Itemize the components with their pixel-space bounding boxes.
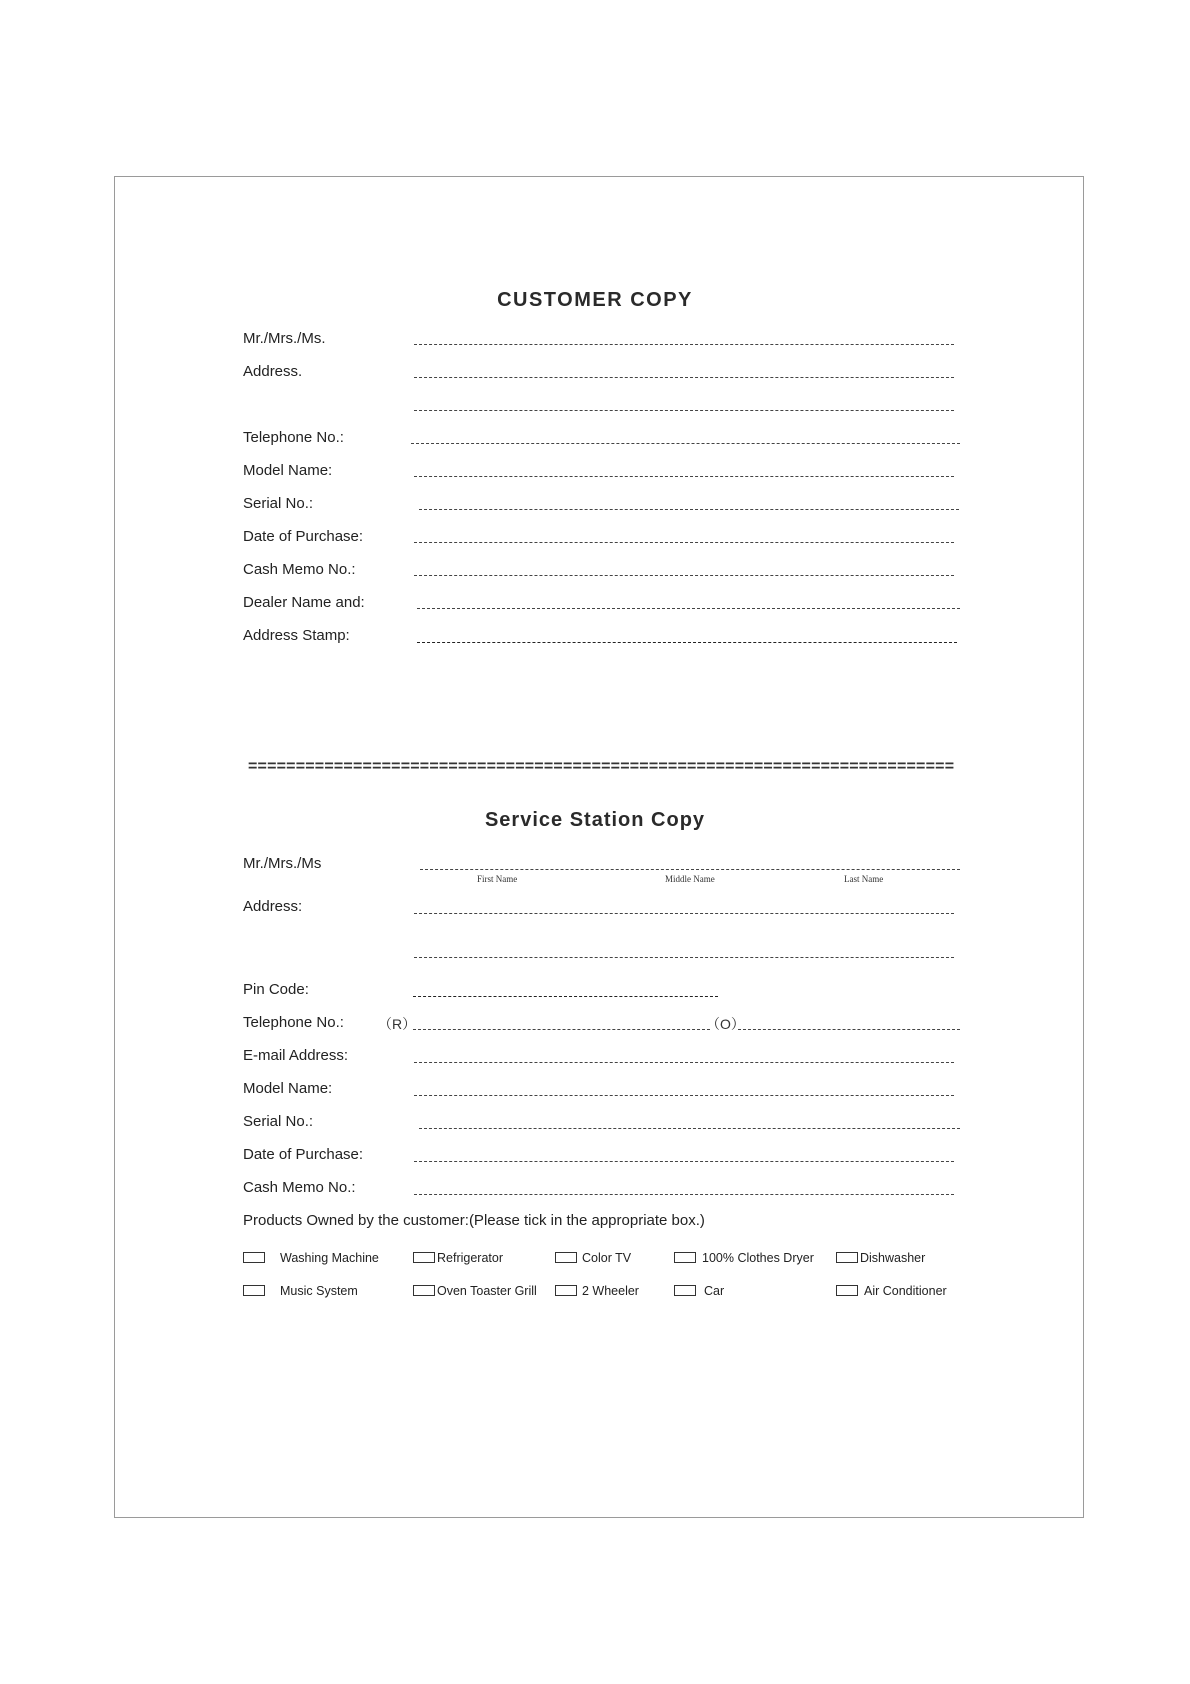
service-model-line[interactable] [414,1095,954,1096]
customer-address-label: Address. [243,363,303,380]
customer-name-label: Mr./Mrs./Ms. [243,330,326,347]
customer-cash-memo-line[interactable] [414,575,954,576]
service-address-line-2[interactable] [414,957,954,958]
customer-telephone-label: Telephone No.: [243,429,344,446]
office-phone-marker: （O） [706,1016,745,1032]
oven-toaster-grill-checkbox[interactable] [413,1285,435,1296]
service-model-label: Model Name: [243,1080,333,1097]
middle-name-caption: Middle Name [665,874,715,884]
customer-purchase-date-label: Date of Purchase: [243,528,364,545]
service-name-line[interactable] [420,869,960,870]
customer-telephone-line[interactable] [411,443,960,444]
customer-serial-line[interactable] [419,509,959,510]
color-tv-label: Color TV [582,1251,632,1265]
products-owned-prompt: Products Owned by the customer:(Please tick in the appropriate box.) [243,1212,705,1229]
air-conditioner-checkbox[interactable] [836,1285,858,1296]
service-address-line-1[interactable] [414,913,954,914]
two-wheeler-checkbox[interactable] [555,1285,577,1296]
car-label: Car [704,1284,725,1298]
dishwasher-checkbox[interactable] [836,1252,858,1263]
last-name-caption: Last Name [844,874,884,884]
customer-address-line-1[interactable] [414,377,954,378]
service-telephone-label: Telephone No.: [243,1014,344,1031]
music-system-checkbox[interactable] [243,1285,265,1296]
service-serial-label: Serial No.: [243,1113,314,1130]
customer-address-line-2[interactable] [414,410,954,411]
air-conditioner-label: Air Conditioner [864,1284,947,1298]
customer-copy-title: CUSTOMER COPY [497,289,693,311]
music-system-label: Music System [280,1284,358,1298]
service-name-label: Mr./Mrs./Ms [243,855,322,872]
customer-serial-label: Serial No.: [243,495,314,512]
service-email-label: E-mail Address: [243,1047,349,1064]
clothes-dryer-checkbox[interactable] [674,1252,696,1263]
customer-address-stamp-line[interactable] [417,642,957,643]
clothes-dryer-label: 100% Clothes Dryer [702,1251,814,1265]
color-tv-checkbox[interactable] [555,1252,577,1263]
customer-model-label: Model Name: [243,462,333,479]
two-wheeler-label: 2 Wheeler [582,1284,639,1298]
residence-phone-marker: （R） [378,1016,417,1032]
refrigerator-checkbox[interactable] [413,1252,435,1263]
oven-toaster-grill-label: Oven Toaster Grill [437,1284,537,1298]
service-serial-line[interactable] [419,1128,960,1129]
washing-machine-checkbox[interactable] [243,1252,265,1263]
customer-name-line[interactable] [414,344,954,345]
office-phone-line[interactable] [738,1029,960,1030]
service-pin-code-line[interactable] [413,996,718,997]
refrigerator-label: Refrigerator [437,1251,503,1265]
dishwasher-label: Dishwasher [860,1251,926,1265]
copy-separator: ========================================================================== [248,758,955,775]
customer-purchase-date-line[interactable] [414,542,954,543]
customer-model-line[interactable] [414,476,954,477]
service-purchase-date-line[interactable] [414,1161,954,1162]
residence-phone-line[interactable] [413,1029,710,1030]
customer-dealer-label: Dealer Name and: [243,594,365,611]
service-cash-memo-label: Cash Memo No.: [243,1179,356,1196]
service-cash-memo-line[interactable] [414,1194,954,1195]
service-email-line[interactable] [414,1062,954,1063]
customer-cash-memo-label: Cash Memo No.: [243,561,356,578]
first-name-caption: First Name [477,874,518,884]
service-copy-title: Service Station Copy [484,809,706,831]
car-checkbox[interactable] [674,1285,696,1296]
service-purchase-date-label: Date of Purchase: [243,1146,364,1163]
service-address-label: Address: [243,898,303,915]
customer-dealer-line[interactable] [417,608,960,609]
customer-address-stamp-label: Address Stamp: [243,627,350,644]
washing-machine-label: Washing Machine [280,1251,379,1265]
service-pin-code-label: Pin Code: [243,981,309,998]
